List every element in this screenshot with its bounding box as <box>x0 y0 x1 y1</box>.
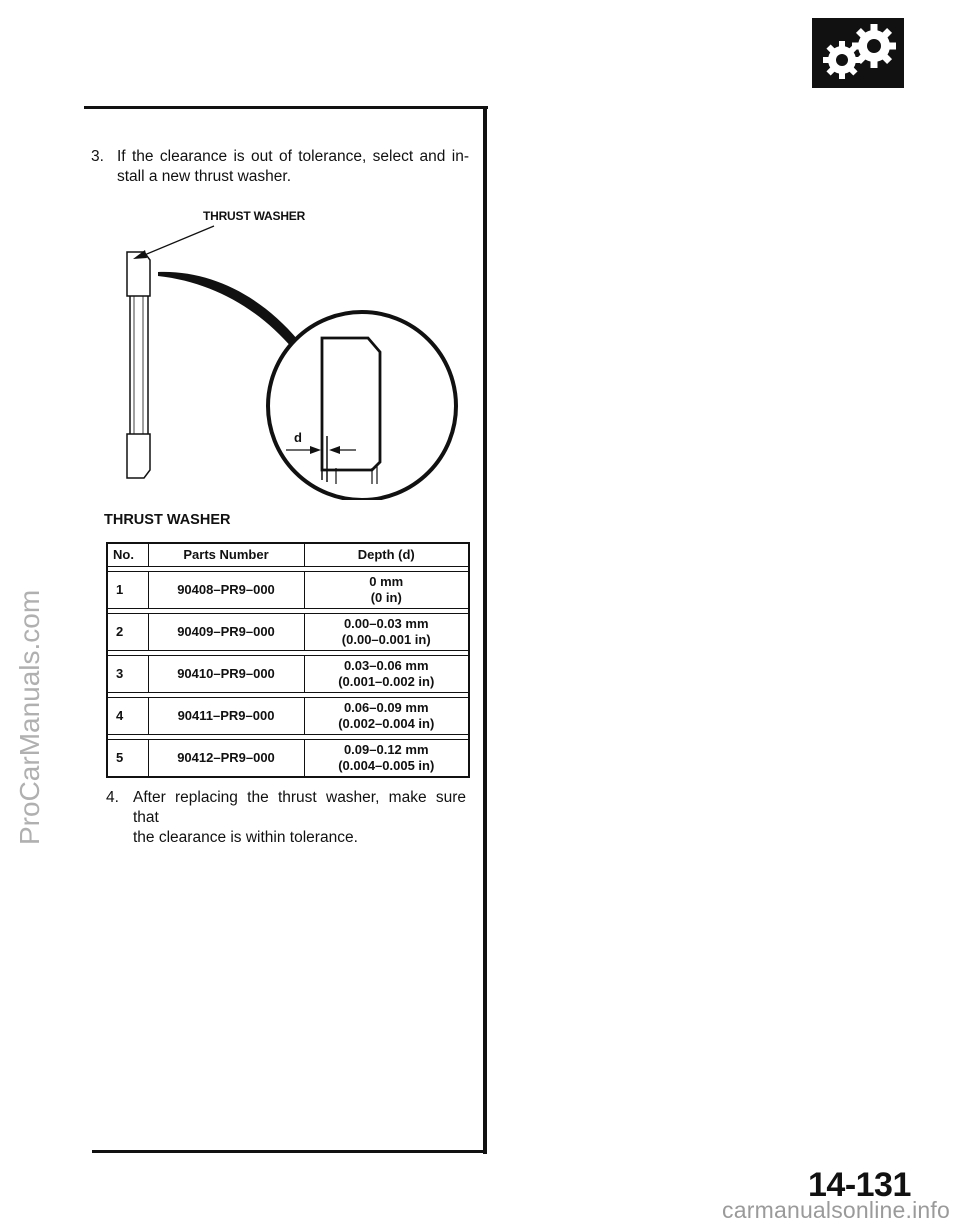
watermark-procarmanuals: ProCarManuals.com <box>14 589 45 845</box>
row-no: 4 <box>107 698 148 735</box>
gears-icon <box>812 18 904 88</box>
table-row <box>107 698 469 735</box>
row-part-number: 90412–PR9–000 <box>148 740 304 778</box>
step-4-line-1: After replacing the thrust washer, make sure that <box>133 789 466 826</box>
header-no: No. <box>107 543 148 567</box>
row-depth <box>304 740 469 778</box>
page-number: 14-131 <box>808 1166 911 1204</box>
row-depth-mm: 0.00–0.03 mm <box>343 616 429 631</box>
table-header-row <box>107 543 469 567</box>
row-depth-in: (0.002–0.004 in) <box>338 716 435 731</box>
header-depth: Depth (d) <box>304 543 469 567</box>
watermark-carmanualsonline: carmanualsonline.info <box>722 1197 950 1223</box>
row-depth-in: (0.001–0.002 in) <box>338 674 435 689</box>
header-parts-number: Parts Number <box>148 543 304 567</box>
row-part-number: 90408–PR9–000 <box>148 572 304 609</box>
row-depth-mm: 0 mm <box>369 574 404 589</box>
step-3-line-2: stall a new thrust washer. <box>117 168 292 185</box>
row-depth <box>304 698 469 735</box>
thrust-washer-diagram <box>100 200 480 500</box>
table-row <box>107 572 469 609</box>
step-3-line-1: If the clearance is out of tolerance, select and in- <box>117 148 469 165</box>
thrust-washer-table <box>106 542 470 778</box>
row-part-number: 90411–PR9–000 <box>148 698 304 735</box>
row-no: 5 <box>107 740 148 778</box>
row-depth <box>304 614 469 651</box>
row-no: 3 <box>107 656 148 693</box>
step-4 <box>106 788 466 848</box>
row-depth-mm: 0.03–0.06 mm <box>343 658 429 673</box>
table-title: THRUST WASHER <box>104 512 231 528</box>
table-row <box>107 656 469 693</box>
row-no: 1 <box>107 572 148 609</box>
step-3 <box>91 147 469 187</box>
row-part-number: 90410–PR9–000 <box>148 656 304 693</box>
row-depth <box>304 572 469 609</box>
row-depth-in: (0.00–0.001 in) <box>341 632 431 647</box>
frame-right-rule <box>483 106 487 1154</box>
row-depth-in: (0 in) <box>370 590 402 605</box>
frame-bottom-rule <box>92 1150 487 1153</box>
row-depth-in: (0.004–0.005 in) <box>338 758 435 773</box>
row-depth <box>304 656 469 693</box>
figure-label: THRUST WASHER <box>203 209 306 223</box>
row-no: 2 <box>107 614 148 651</box>
step-4-number: 4. <box>106 789 119 806</box>
step-3-number: 3. <box>91 148 104 165</box>
step-4-line-2: the clearance is within tolerance. <box>133 829 358 846</box>
dimension-d-label: d <box>294 430 302 445</box>
row-depth-mm: 0.06–0.09 mm <box>343 700 429 715</box>
table-row <box>107 740 469 778</box>
row-depth-mm: 0.09–0.12 mm <box>343 742 429 757</box>
table-row <box>107 614 469 651</box>
frame-top-rule <box>84 106 488 109</box>
row-part-number: 90409–PR9–000 <box>148 614 304 651</box>
